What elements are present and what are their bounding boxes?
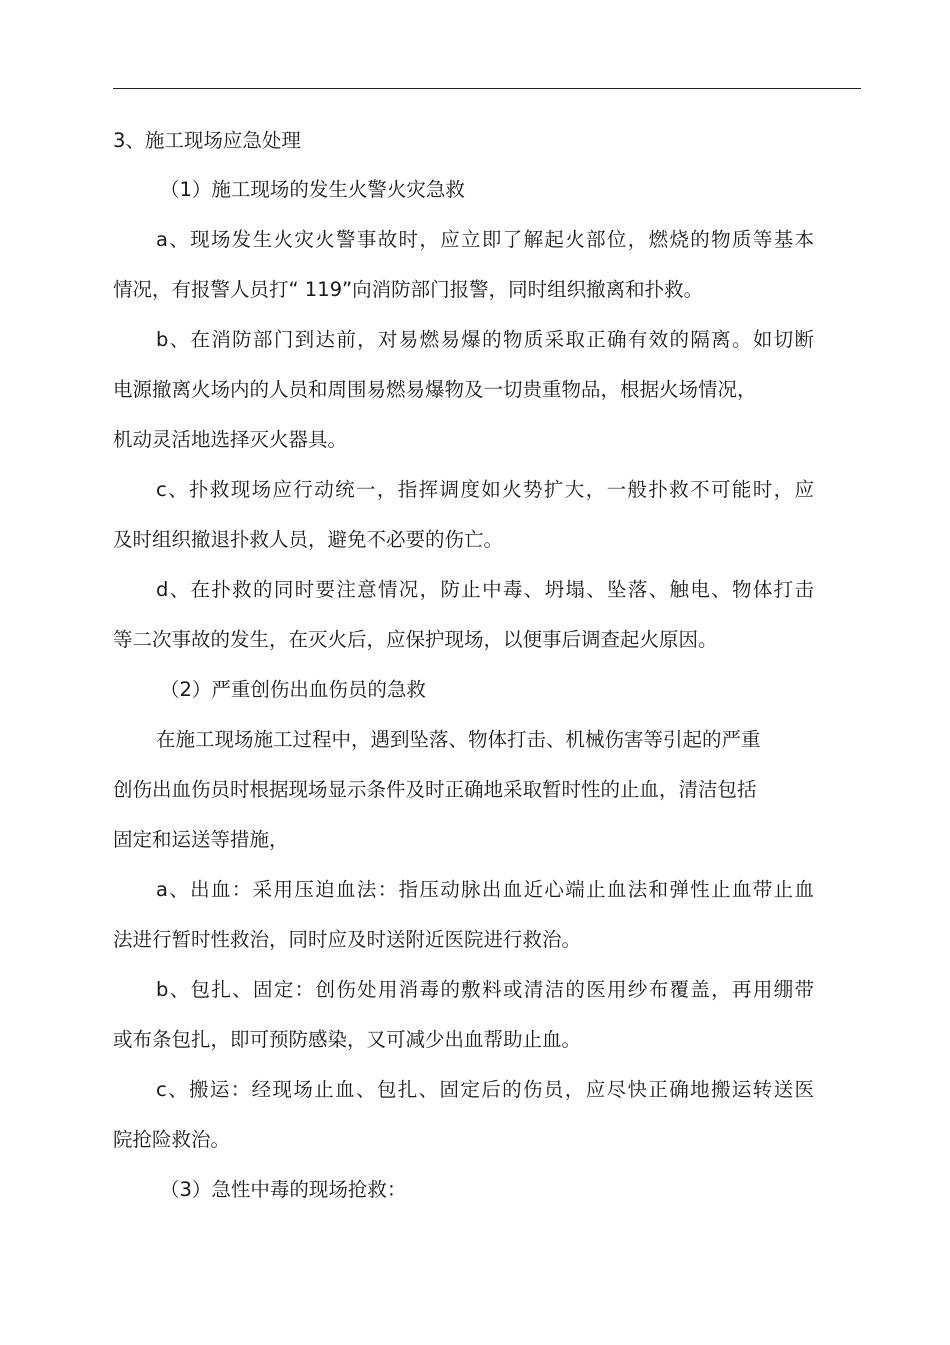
paragraph-line: 固定和运送等措施， [113,828,289,851]
paragraph-line: c、扑救现场应行动统一，指挥调度如火势扩大，一般扑救不可能时，应 [156,478,814,501]
paragraph-line: c、搬运：经现场止血、包扎、固定后的伤员，应尽快正确地搬运转送医 [156,1078,814,1101]
paragraph-line: 及时组织撤退扑救人员，避免不必要的伤亡。 [113,528,504,551]
paragraph-line: 创伤出血伤员时根据现场显示条件及时正确地采取暂时性的止血，清洁包括 [113,778,757,801]
paragraph-line: d、在扑救的同时要注意情况，防止中毒、坍塌、坠落、触电、物体打击 [156,578,814,601]
paragraph-line: 在施工现场施工过程中，遇到坠落、物体打击、机械伤害等引起的严重 [156,728,761,751]
subheading-poisoning: （3）急性中毒的现场抢救： [160,1178,407,1201]
paragraph-line: b、在消防部门到达前，对易燃易爆的物质采取正确有效的隔离。如切断 [156,328,814,351]
paragraph-line: 等二次事故的发生，在灭火后，应保护现场，以便事后调查起火原因。 [113,628,718,651]
subheading-bleeding: （2）严重创伤出血伤员的急救 [160,678,426,701]
paragraph-line: 院抢险救治。 [113,1128,231,1151]
paragraph-line: 机动灵活地选择灭火器具。 [113,428,348,451]
subheading-fire: （1）施工现场的发生火警火灾急救 [160,178,465,201]
paragraph-line: 法进行暂时性救治，同时应及时送附近医院进行救治。 [113,928,582,951]
header-rule [113,88,861,89]
paragraph-line: 情况，有报警人员打“ 119”向消防部门报警，同时组织撤离和扑救。 [113,278,704,301]
paragraph-line: a、出血：采用压迫血法：指压动脉出血近心端止血法和弹性止血带止血 [156,878,814,901]
paragraph-line: a、现场发生火灾火警事故时，应立即了解起火部位，燃烧的物质等基本 [156,228,814,251]
paragraph-line: b、包扎、固定：创伤处用消毒的敷料或清洁的医用纱布覆盖，再用绷带 [156,978,814,1001]
paragraph-line: 电源撤离火场内的人员和周围易燃易爆物及一切贵重物品，根据火场情况， [113,378,757,401]
section-title: 3、施工现场应急处理 [113,129,301,152]
paragraph-line: 或布条包扎，即可预防感染，又可减少出血帮助止血。 [113,1028,582,1051]
